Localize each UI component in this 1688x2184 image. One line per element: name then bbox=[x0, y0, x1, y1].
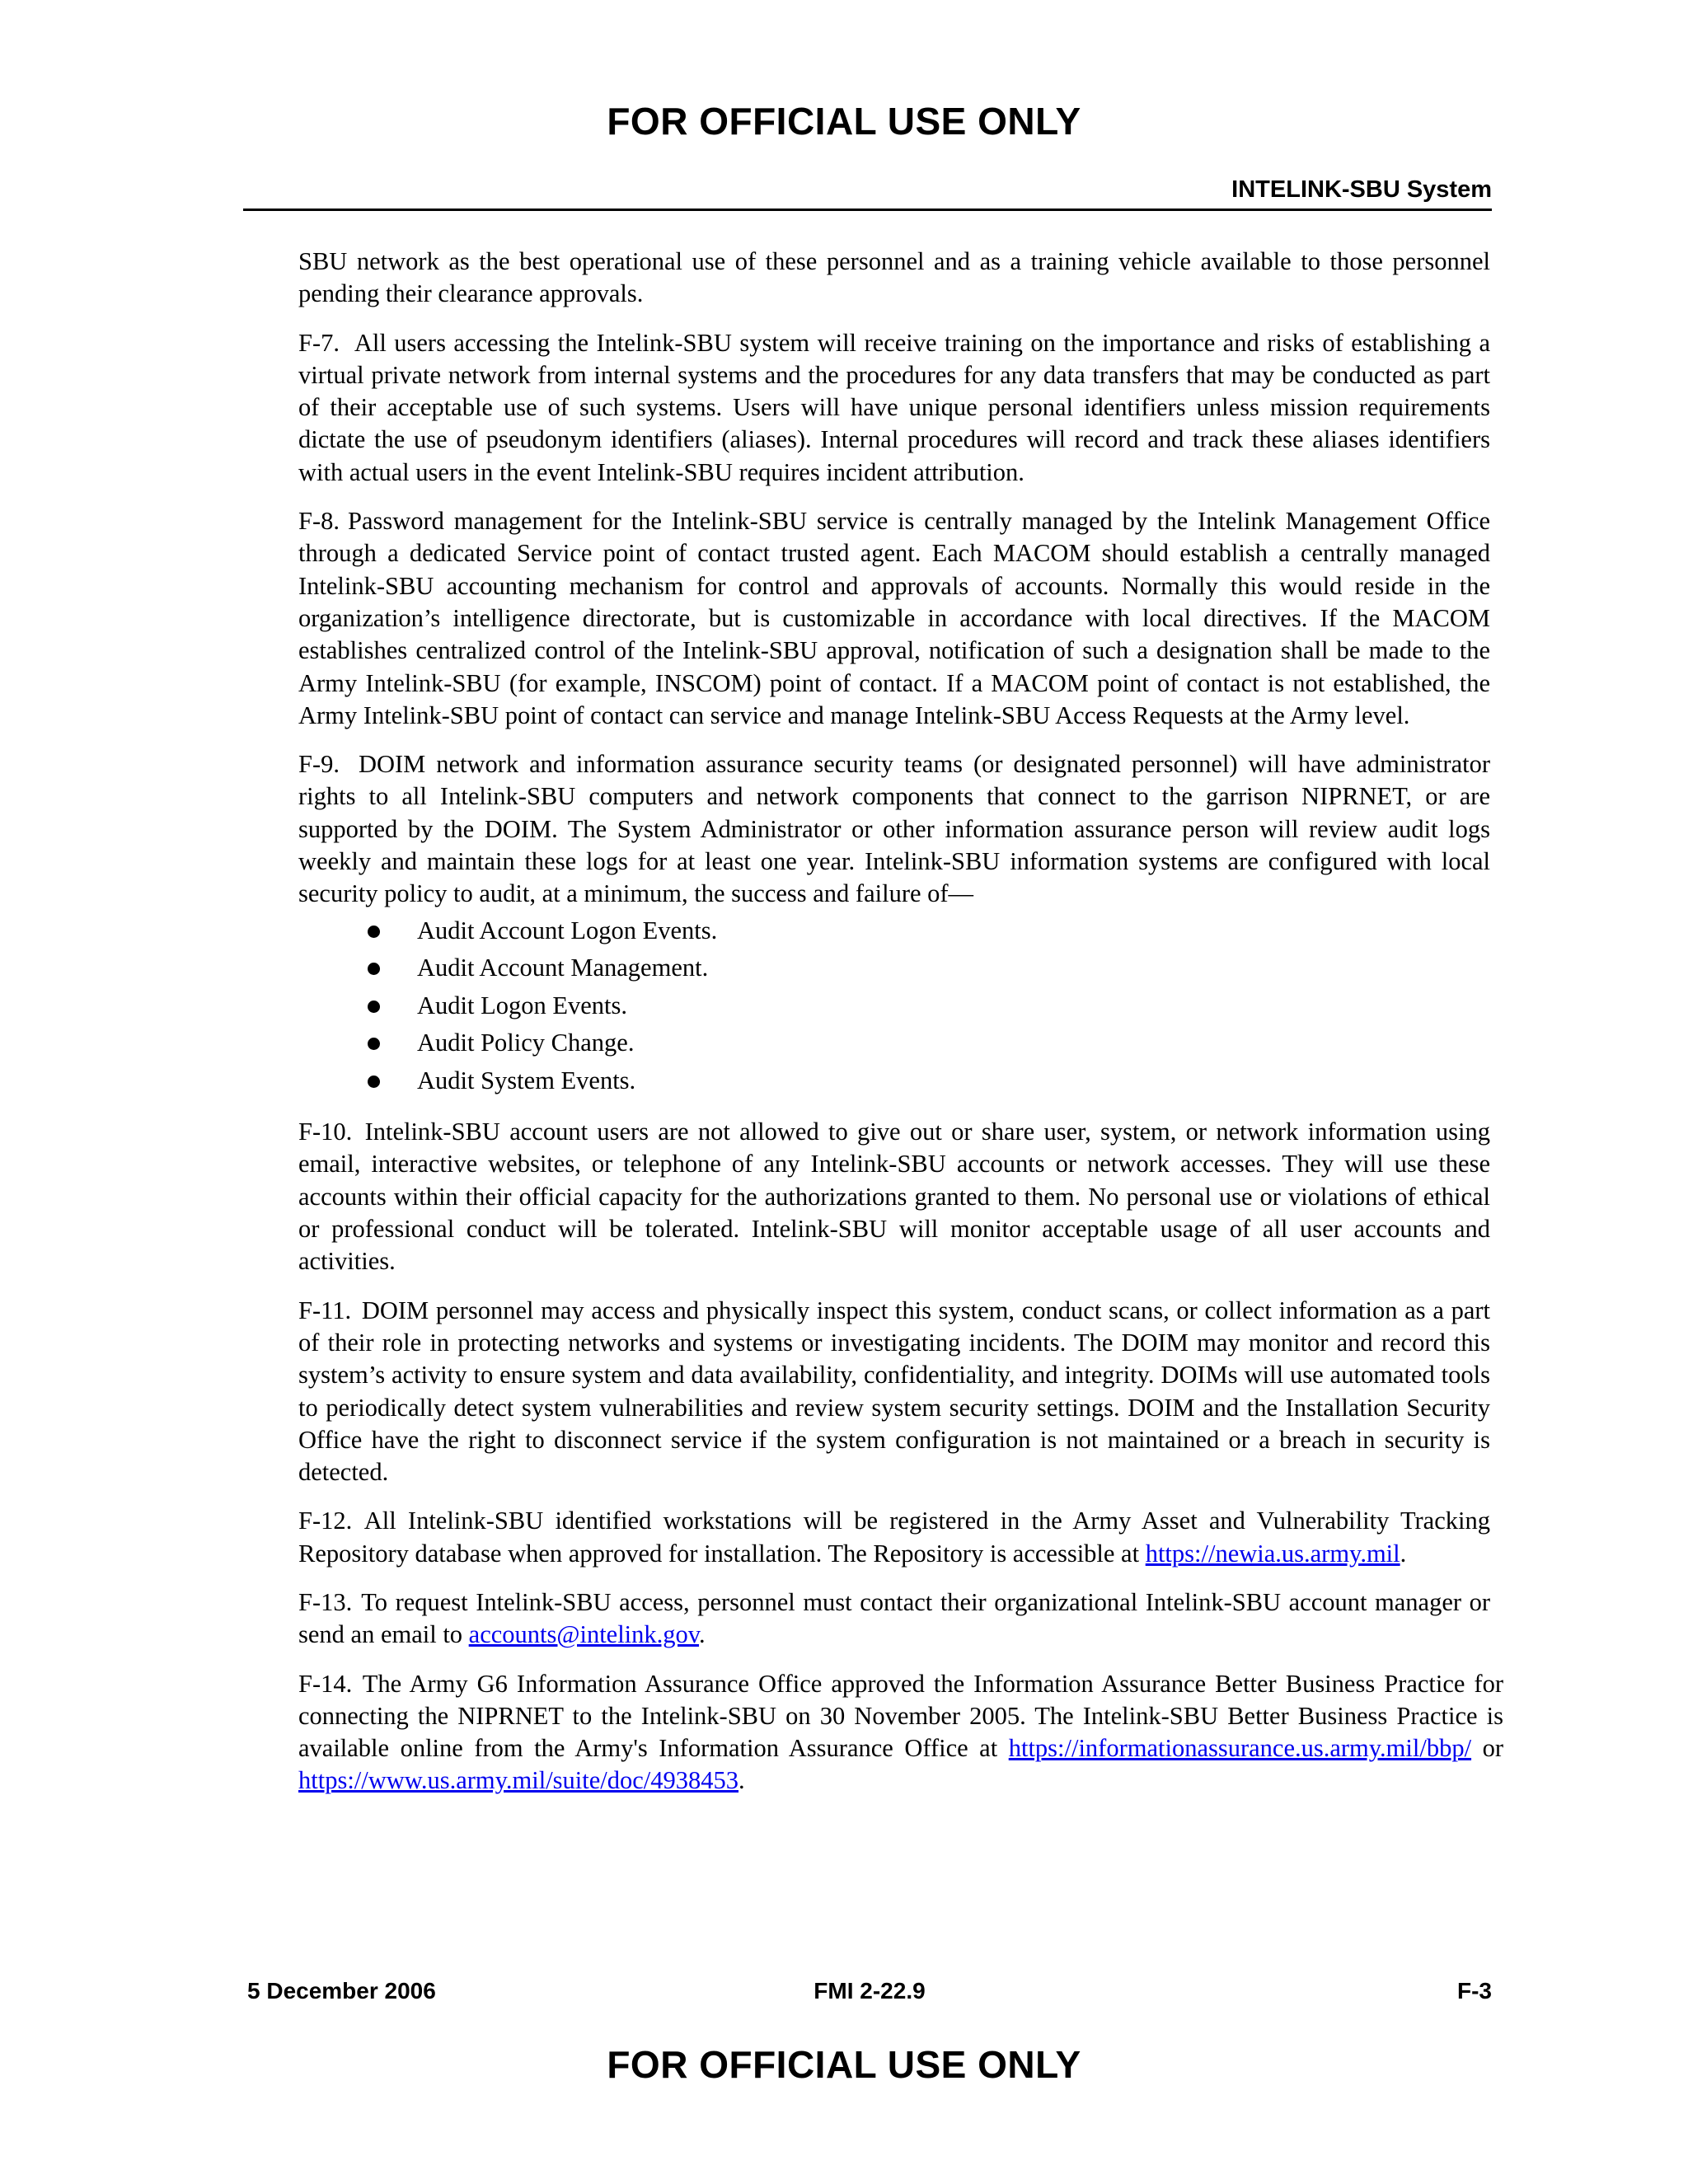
bbp-link[interactable]: https://informationassurance.us.army.mil/bbp/ bbox=[1008, 1734, 1472, 1763]
paragraph-text: All Intelink-SBU identified workstations will be registered in the Army Asset and Vulnerability Tracking Repository database when approved for installation. The Repository is accessible at bbox=[298, 1507, 1490, 1568]
paragraph-number: F-9. bbox=[298, 750, 340, 779]
list-item bbox=[298, 912, 1490, 950]
paragraph-text: Intelink-SBU account users are not allowed to give out or share user, system, or network information using email, interactive websites, or telephone of any Intelink-SBU accounts or network accesses. They will use these accounts within their official capacity for the authorizations granted to them. No personal use or violations of ethical or professional conduct will be tolerated. Intelink-SBU will monitor acceptable usage of all user accounts and activities. bbox=[298, 1118, 1491, 1276]
paragraph-f13 bbox=[298, 1586, 1490, 1652]
page-footer bbox=[247, 1978, 1492, 2008]
link-separator: or bbox=[1471, 1734, 1503, 1763]
list-item-text: Audit Policy Change. bbox=[417, 1029, 635, 1057]
list-item bbox=[298, 949, 1490, 987]
bullet-icon bbox=[368, 963, 380, 975]
bullet-icon bbox=[368, 1076, 380, 1088]
paragraph-f11 bbox=[298, 1295, 1490, 1489]
security-marking-bottom: FOR OFFICIAL USE ONLY bbox=[607, 2043, 1081, 2086]
paragraph-text: Password management for the Intelink-SBU service is centrally managed by the Intelink Management Office through a dedicated Service point of contact trusted agent. Each MACOM should establish a centrally managed Intelink-SBU accounting mechanism for control and approvals of accounts. Normally this would reside in the organization’s intelligence directorate, but is customizable in accordance with local directives. If the MACOM establishes centralized control of the Intelink-SBU approval, notification of such a designation shall be made to the Army Intelink-SBU (for example, INSCOM) point of contact. If a MACOM point of contact is not established, the Army Intelink-SBU point of contact can service and manage Intelink-SBU Access Requests at the Army level. bbox=[298, 507, 1490, 729]
list-item bbox=[298, 1024, 1490, 1062]
bullet-icon bbox=[368, 926, 380, 938]
paragraph-f10 bbox=[298, 1116, 1490, 1277]
paragraph-text: The Army G6 Information Assurance Office approved the Information Assurance Better Business Practice for connecting the NIPRNET to the Intelink-SBU on 30 November 2005. The Intelink-SBU Better Business Practice is available online from the Army's Information Assurance Office at bbox=[298, 1669, 1503, 1763]
footer-date: 5 December 2006 bbox=[247, 1978, 436, 2004]
document-body bbox=[298, 246, 1503, 1814]
audit-bullet-list bbox=[298, 912, 1490, 1100]
paragraph-end: . bbox=[699, 1620, 706, 1649]
paragraph-number: F-12. bbox=[298, 1507, 353, 1535]
paragraph-end: . bbox=[1400, 1539, 1407, 1568]
email-link[interactable]: accounts@intelink.gov bbox=[468, 1620, 700, 1649]
list-item-text: Audit Account Management. bbox=[417, 954, 709, 982]
bullet-icon bbox=[368, 1038, 380, 1050]
footer-page-number: F-3 bbox=[1457, 1978, 1492, 2004]
paragraph-f7 bbox=[298, 327, 1490, 489]
paragraph-end: . bbox=[738, 1766, 745, 1795]
paragraph-number: F-8. bbox=[298, 507, 340, 536]
paragraph-number: F-7. bbox=[298, 328, 340, 357]
paragraph-f9 bbox=[298, 748, 1490, 910]
paragraph-text: All users accessing the Intelink-SBU system will receive training on the importance and risks of establishing a virtual private network from internal systems and the procedures for any data transfers that may be conducted as part of their acceptable use of such systems. Users will have unique personal identifiers unless mission requirements dictate the use of pseudonym identifiers (aliases). Internal procedures will record and track these aliases identifiers with actual users in the event Intelink-SBU requires incident attribution. bbox=[298, 328, 1490, 486]
footer-document-id: FMI 2-22.9 bbox=[814, 1978, 926, 2004]
list-item bbox=[298, 1062, 1490, 1100]
security-marking-top: FOR OFFICIAL USE ONLY bbox=[607, 100, 1081, 143]
paragraph-text: DOIM personnel may access and physically inspect this system, conduct scans, or collect information as a part of their role in protecting networks and systems or investigating incidents. The DOIM may monitor and record this system’s activity to ensure system and data availability, confidentiality, and integrity. DOIMs will use automated tools to periodically detect system vulnerabilities and review system security settings. DOIM and the Installation Security Office have the right to disconnect service if the system configuration is not maintained or a breach in security is detected. bbox=[298, 1296, 1490, 1487]
paragraph-number: F-14. bbox=[298, 1669, 353, 1698]
running-header-title: INTELINK-SBU System bbox=[243, 176, 1492, 211]
bullet-icon bbox=[368, 1001, 380, 1013]
paragraph-f14 bbox=[298, 1668, 1503, 1797]
repository-link[interactable]: https://newia.us.army.mil bbox=[1145, 1539, 1400, 1568]
paragraph-text: DOIM network and information assurance security teams (or designated personnel) will have administrator rights to all Intelink-SBU computers and network components that connect to the garrison NIPRNET, or are supported by the DOIM. The System Administrator or other information assurance person will review audit logs weekly and maintain these logs for at least one year. Intelink-SBU information systems are configured with local security policy to audit, at a minimum, the success and failure of— bbox=[298, 750, 1491, 908]
list-item-text: Audit Account Logon Events. bbox=[417, 916, 718, 944]
paragraph-f12 bbox=[298, 1505, 1490, 1570]
paragraph-f8 bbox=[298, 505, 1490, 732]
paragraph-continuation: SBU network as the best operational use of these personnel and as a training vehicle available to those personnel pending their clearance approvals. bbox=[298, 247, 1490, 308]
doc-link[interactable]: https://www.us.army.mil/suite/doc/4938453 bbox=[298, 1766, 739, 1795]
paragraph-number: F-13. bbox=[298, 1588, 353, 1616]
list-item bbox=[298, 987, 1490, 1025]
paragraph-number: F-11. bbox=[298, 1296, 352, 1324]
list-item-text: Audit System Events. bbox=[417, 1066, 636, 1094]
paragraph-text: To request Intelink-SBU access, personnel must contact their organizational Intelink-SBU account manager or send an email to bbox=[298, 1588, 1490, 1649]
list-item-text: Audit Logon Events. bbox=[417, 991, 627, 1019]
paragraph-number: F-10. bbox=[298, 1118, 353, 1146]
